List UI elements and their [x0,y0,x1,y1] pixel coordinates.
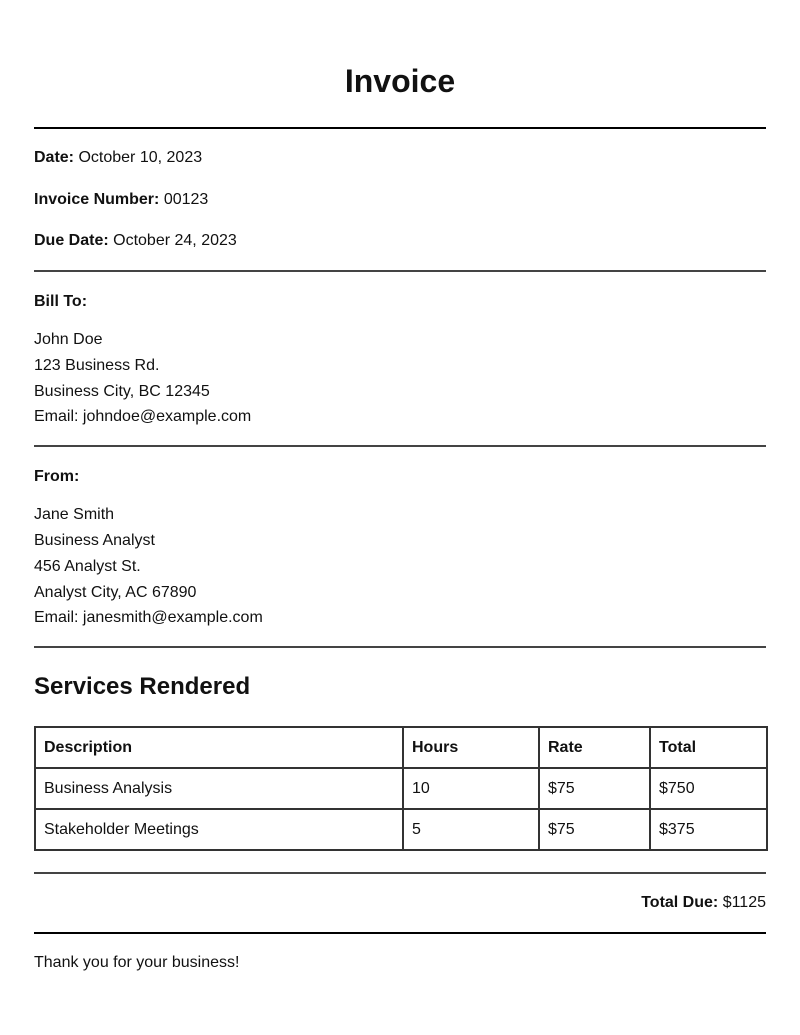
bill-to-divider [34,445,766,447]
due-date-value: October 24, 2023 [113,232,237,249]
due-date-label: Due Date: [34,232,109,249]
date-label: Date: [34,149,75,166]
bill-to-email: Email: johndoe@example.com [34,408,252,426]
table-row [35,768,767,809]
from-section [34,468,766,631]
cell-rate: $75 [539,809,650,850]
from-address [34,502,766,631]
bill-to-section [34,293,766,430]
title-divider [34,127,766,129]
from-street: 456 Analyst St. [34,557,141,575]
services-table [34,726,768,851]
from-city: Analyst City, AC 67890 [34,583,197,601]
cell-hours: 5 [403,809,539,850]
meta-divider [34,270,766,272]
total-due-label: Total Due: [641,894,719,912]
table-header-row [35,727,767,768]
column-header-rate: Rate [539,727,650,768]
from-name: Jane Smith [34,506,115,524]
from-label: From: [34,468,80,486]
total-divider [34,932,766,934]
cell-description: Stakeholder Meetings [35,809,403,850]
cell-rate: $75 [539,768,650,809]
cell-hours: 10 [403,768,539,809]
column-header-hours: Hours [403,727,539,768]
column-header-description: Description [35,727,403,768]
table-row [35,809,767,850]
invoice-number-value: 00123 [163,191,209,208]
invoice-number-line [34,191,766,209]
date-line [34,149,766,167]
date-value: October 10, 2023 [78,149,203,166]
from-email: Email: janesmith@example.com [34,609,263,627]
cell-description: Business Analysis [35,768,403,809]
thank-you-note: Thank you for your business! [34,954,240,972]
bill-to-name: John Doe [34,331,103,348]
due-date-line [34,232,766,250]
from-divider [34,646,766,648]
bill-to-label: Bill To: [34,293,88,310]
bill-to-city: Business City, BC 12345 [34,382,210,400]
bill-to-street: 123 Business Rd. [34,356,160,374]
cell-total: $750 [650,768,767,809]
services-heading: Services Rendered [34,673,251,701]
total-due-line [34,894,766,912]
from-title: Business Analyst [34,531,155,549]
total-due-value: $1125 [722,894,766,912]
bill-to-address [34,327,766,430]
invoice-page [34,0,766,972]
page-title: Invoice [344,63,456,99]
column-header-total: Total [650,727,767,768]
table-divider [34,872,766,874]
cell-total: $375 [650,809,767,850]
invoice-number-label: Invoice Number: [34,191,160,208]
